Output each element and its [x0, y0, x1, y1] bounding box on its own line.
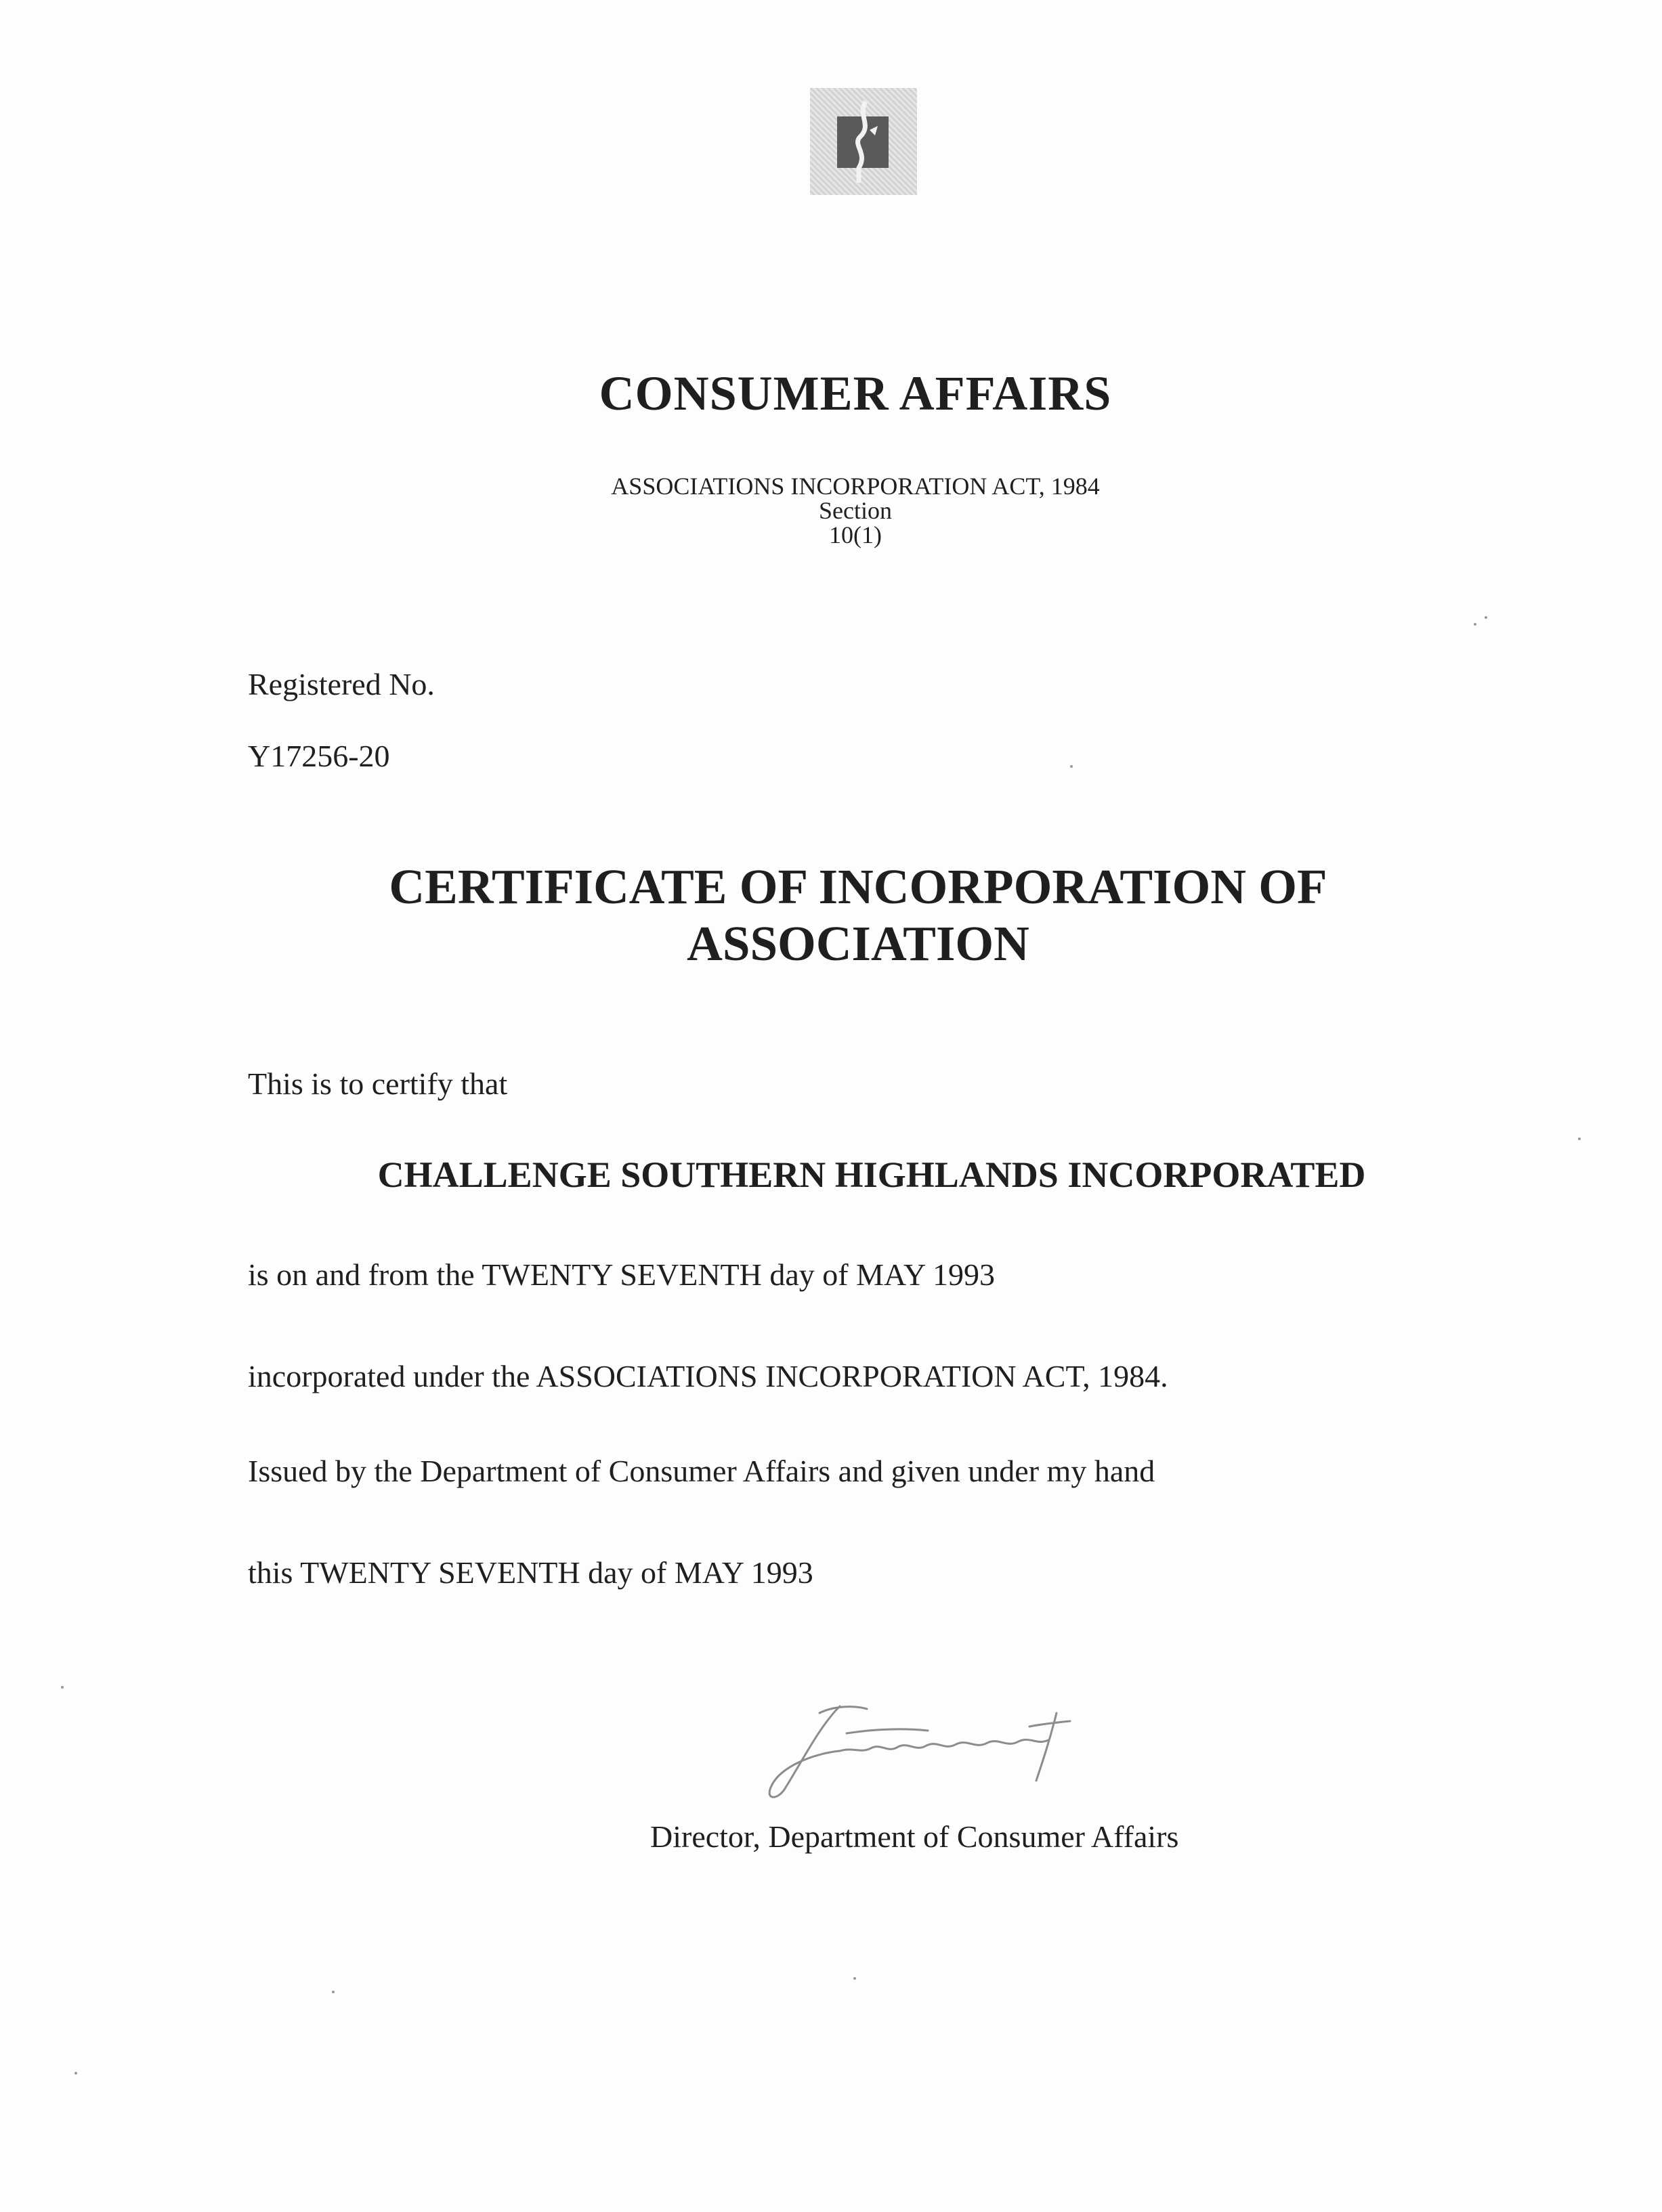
incorporation-act-line: incorporated under the ASSOCIATIONS INCORPORATION ACT, 1984. [248, 1359, 1168, 1393]
agency-title: CONSUMER AFFAIRS [599, 366, 1112, 420]
scan-speck [332, 1991, 335, 1993]
certificate-title [0, 859, 1662, 972]
scan-speck [74, 2072, 77, 2075]
section-number: 10(1) [829, 521, 882, 548]
signatory-title: Director, Department of Consumer Affairs [650, 1819, 1179, 1854]
scan-speck [1485, 616, 1487, 619]
scan-speck [1578, 1137, 1581, 1140]
certificate-title-line1: CERTIFICATE OF INCORPORATION OF [389, 859, 1327, 914]
certify-intro: This is to certify that [248, 1066, 508, 1101]
government-logo-icon [810, 88, 917, 195]
issue-date-line: this TWENTY SEVENTH day of MAY 1993 [248, 1555, 813, 1590]
registered-number: Y17256-20 [248, 739, 390, 773]
incorporation-date-line: is on and from the TWENTY SEVENTH day of MAY 1993 [248, 1257, 996, 1292]
handwritten-signature [738, 1686, 1097, 1808]
certificate-title-line2: ASSOCIATION [687, 916, 1029, 971]
act-name: ASSOCIATIONS INCORPORATION ACT, 1984 [611, 473, 1100, 500]
association-name: CHALLENGE SOUTHERN HIGHLANDS INCORPORATED [377, 1154, 1366, 1195]
act-reference [0, 474, 1662, 547]
issued-by-line: Issued by the Department of Consumer Affairs and given under my hand [248, 1454, 1155, 1488]
scan-speck [853, 1977, 856, 1980]
section-label: Section [819, 497, 892, 524]
registered-number-label: Registered No. [248, 667, 435, 701]
scan-speck [61, 1686, 64, 1689]
scan-speck [1474, 623, 1476, 626]
scan-speck [1070, 765, 1073, 768]
